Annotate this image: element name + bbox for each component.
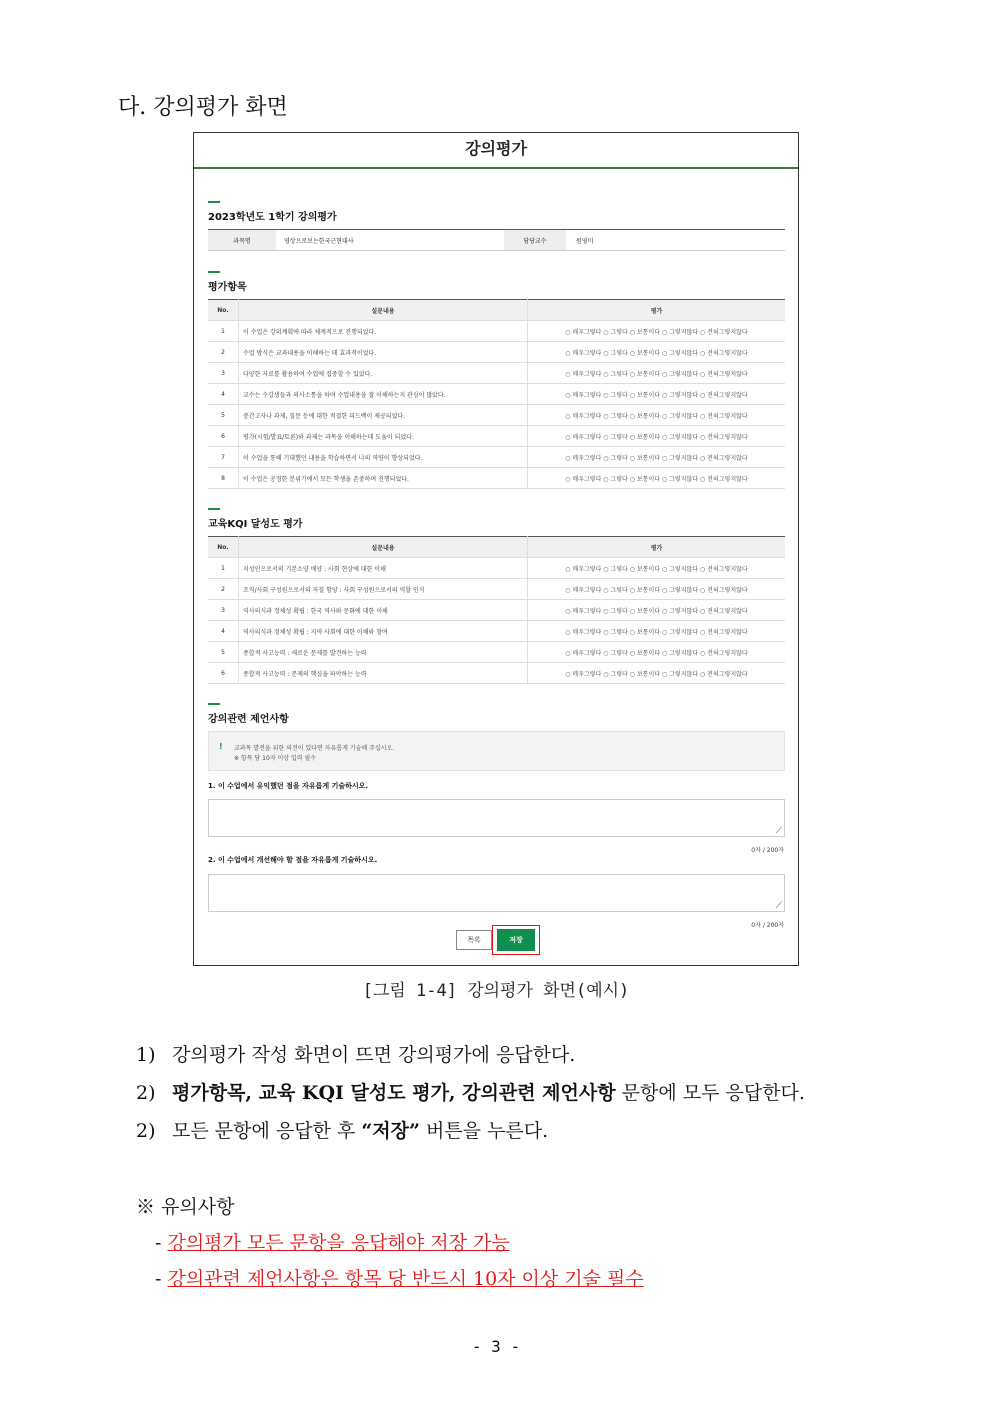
kqi-table — [208, 536, 785, 684]
rating-radio-group[interactable]: ○ 매우그렇다 ○ 그렇다 ○ 보통이다 ○ 그렇지않다 ○ 전혀그렇지않다 — [528, 405, 786, 426]
prof-value: 원영미 — [576, 237, 594, 245]
question-2-label: 2. 이 수업에서 개선해야 할 점을 자유롭게 기술하시오. — [208, 856, 378, 864]
note-item: - 강의관련 제언사항은 항목 당 반드시 10자 이상 기술 필수 — [155, 1268, 644, 1290]
col-content: 설문내용 — [239, 300, 528, 321]
eval-section-title: 평가항목 — [208, 278, 247, 293]
step-text: 문항에 모두 응답한다. — [615, 1082, 805, 1104]
col-content: 설문내용 — [239, 537, 528, 558]
row-question: 수업 방식은 교과내용을 이해하는 데 효과적이었다. — [239, 342, 528, 363]
step-text: 강의평가 작성 화면이 뜨면 강의평가에 응답한다. — [172, 1044, 576, 1066]
table-row — [208, 363, 785, 384]
step-2 — [136, 1078, 805, 1105]
row-number: 2 — [208, 342, 239, 363]
row-number: 5 — [208, 405, 239, 426]
table-row — [208, 342, 785, 363]
notice-line2: ※ 항목 당 10자 이상 입력 필수 — [234, 755, 317, 762]
eval-table — [208, 299, 785, 489]
kqi-section-title: 교육KQI 달성도 평가 — [208, 515, 303, 530]
table-row — [208, 558, 785, 579]
col-rating: 평가 — [528, 537, 786, 558]
figure-caption: [그림 1-4] 강의평가 화면(예시) — [362, 981, 630, 1001]
save-button[interactable]: 저장 — [497, 929, 535, 951]
notice-box — [208, 731, 785, 771]
row-question: 종합적 사고능력 : 문제의 핵심을 파악하는 능력 — [239, 663, 528, 684]
rating-radio-group[interactable]: ○ 매우그렇다 ○ 그렇다 ○ 보통이다 ○ 그렇지않다 ○ 전혀그렇지않다 — [528, 468, 786, 489]
table-row — [208, 447, 785, 468]
row-question: 교수는 수강생들과 의사소통을 하며 수업내용을 잘 이해하는지 관심이 많았다. — [239, 384, 528, 405]
list-button[interactable]: 목록 — [456, 930, 492, 950]
question-1-count: 0자 / 200자 — [751, 847, 784, 854]
step-number: 1) — [136, 1044, 156, 1066]
rating-radio-group[interactable]: ○ 매우그렇다 ○ 그렇다 ○ 보통이다 ○ 그렇지않다 ○ 전혀그렇지않다 — [528, 321, 786, 342]
notes-title: ※ 유의사항 — [136, 1196, 235, 1218]
col-rating: 평가 — [528, 300, 786, 321]
step-3 — [136, 1116, 548, 1143]
table-row — [208, 384, 785, 405]
rating-radio-group[interactable]: ○ 매우그렇다 ○ 그렇다 ○ 보통이다 ○ 그렇지않다 ○ 전혀그렇지않다 — [528, 621, 786, 642]
question-2-count: 0자 / 200자 — [751, 922, 784, 929]
step-1 — [136, 1040, 575, 1067]
table-row — [208, 405, 785, 426]
rating-radio-group[interactable]: ○ 매우그렇다 ○ 그렇다 ○ 보통이다 ○ 그렇지않다 ○ 전혀그렇지않다 — [528, 600, 786, 621]
rating-radio-group[interactable]: ○ 매우그렇다 ○ 그렇다 ○ 보통이다 ○ 그렇지않다 ○ 전혀그렇지않다 — [528, 447, 786, 468]
row-question: 다양한 자료를 활용하여 수업에 집중할 수 있었다. — [239, 363, 528, 384]
page-number: - 3 - — [471, 1337, 521, 1356]
table-row — [208, 621, 785, 642]
prof-label: 담당교수 — [504, 230, 566, 250]
row-number: 3 — [208, 600, 239, 621]
row-question: 이 수업을 통해 기대했던 내용을 학습하면서 나의 역량이 향상되었다. — [239, 447, 528, 468]
table-row — [208, 600, 785, 621]
course-label: 과목명 — [208, 230, 276, 250]
note-text: 강의관련 제언사항은 항목 당 반드시 10자 이상 기술 필수 — [167, 1268, 644, 1290]
row-number: 5 — [208, 642, 239, 663]
semester-heading: 2023학년도 1학기 강의평가 — [208, 208, 337, 223]
row-question: 종합적 사고능력 : 새로운 문제를 발견하는 능력 — [239, 642, 528, 663]
table-row — [208, 426, 785, 447]
rating-radio-group[interactable]: ○ 매우그렇다 ○ 그렇다 ○ 보통이다 ○ 그렇지않다 ○ 전혀그렇지않다 — [528, 558, 786, 579]
row-number: 8 — [208, 468, 239, 489]
row-number: 2 — [208, 579, 239, 600]
rating-radio-group[interactable]: ○ 매우그렇다 ○ 그렇다 ○ 보통이다 ○ 그렇지않다 ○ 전혀그렇지않다 — [528, 642, 786, 663]
rating-radio-group[interactable]: ○ 매우그렇다 ○ 그렇다 ○ 보통이다 ○ 그렇지않다 ○ 전혀그렇지않다 — [528, 426, 786, 447]
section-heading: 다. 강의평가 화면 — [118, 95, 288, 120]
step-bold: 평가항목, 교육 KQI 달성도 평가, 강의관련 제언사항 — [172, 1082, 616, 1104]
evaluation-screenshot — [193, 132, 799, 966]
row-number: 1 — [208, 321, 239, 342]
rating-radio-group[interactable]: ○ 매우그렇다 ○ 그렇다 ○ 보통이다 ○ 그렇지않다 ○ 전혀그렇지않다 — [528, 363, 786, 384]
table-row — [208, 642, 785, 663]
row-question: 중간고사나 과제, 질문 등에 대한 적절한 피드백이 제공되었다. — [239, 405, 528, 426]
step-number: 2) — [136, 1082, 156, 1104]
col-no: No. — [208, 300, 239, 321]
row-question: 평가(시험/발표/토론)와 과제는 과목을 이해하는데 도움이 되었다. — [239, 426, 528, 447]
row-number: 1 — [208, 558, 239, 579]
row-number: 3 — [208, 363, 239, 384]
course-value: 영상으로보는한국근현대사 — [284, 237, 354, 245]
question-2-textarea[interactable] — [208, 874, 785, 912]
question-1-label: 1. 이 수업에서 유익했던 점을 자유롭게 기술하시오. — [208, 782, 369, 790]
resize-handle-icon[interactable]: ⟋ — [775, 901, 782, 911]
step-bold: “저장” — [361, 1120, 420, 1142]
table-row — [208, 579, 785, 600]
row-number: 4 — [208, 621, 239, 642]
course-info — [208, 229, 785, 251]
note-item: - 강의평가 모든 문항을 응답해야 저장 가능 — [155, 1232, 510, 1254]
step-text: 모든 문항에 응답한 후 — [172, 1120, 362, 1142]
row-question: 이 수업은 공정한 분위기에서 모든 학생을 존중하며 진행되었다. — [239, 468, 528, 489]
suggest-section-title: 강의관련 제언사항 — [208, 710, 289, 725]
step-text: 버튼을 누른다. — [419, 1120, 549, 1142]
row-question: 역사의식과 정체성 확립 : 한국 역사와 문화에 대한 이해 — [239, 600, 528, 621]
rating-radio-group[interactable]: ○ 매우그렇다 ○ 그렇다 ○ 보통이다 ○ 그렇지않다 ○ 전혀그렇지않다 — [528, 384, 786, 405]
row-number: 7 — [208, 447, 239, 468]
rating-radio-group[interactable]: ○ 매우그렇다 ○ 그렇다 ○ 보통이다 ○ 그렇지않다 ○ 전혀그렇지않다 — [528, 579, 786, 600]
col-no: No. — [208, 537, 239, 558]
note-text: 강의평가 모든 문항을 응답해야 저장 가능 — [167, 1232, 510, 1254]
table-row — [208, 663, 785, 684]
row-question: 조직/사회 구성원으로서의 자질 함양 : 사회 구성원으로서의 역할 인식 — [239, 579, 528, 600]
row-number: 6 — [208, 426, 239, 447]
screen-title: 강의평가 — [194, 133, 798, 169]
question-1-textarea[interactable] — [208, 799, 785, 837]
table-row — [208, 468, 785, 489]
row-question: 이 수업은 강의계획에 따라 체계적으로 진행되었다. — [239, 321, 528, 342]
row-question: 지성인으로서의 기본소양 배양 : 사회 현상에 대한 이해 — [239, 558, 528, 579]
row-question: 역사의식과 정체성 확립 : 지역 사회에 대한 이해와 참여 — [239, 621, 528, 642]
row-number: 6 — [208, 663, 239, 684]
step-number: 2) — [136, 1120, 156, 1142]
notice-icon: ! — [219, 742, 223, 751]
notice-line1: 교과목 발전을 위한 의견이 있다면 자유롭게 기술해 주십시오. — [234, 745, 395, 752]
table-row — [208, 321, 785, 342]
rating-radio-group[interactable]: ○ 매우그렇다 ○ 그렇다 ○ 보통이다 ○ 그렇지않다 ○ 전혀그렇지않다 — [528, 342, 786, 363]
resize-handle-icon[interactable]: ⟋ — [775, 826, 782, 836]
row-number: 4 — [208, 384, 239, 405]
rating-radio-group[interactable]: ○ 매우그렇다 ○ 그렇다 ○ 보통이다 ○ 그렇지않다 ○ 전혀그렇지않다 — [528, 663, 786, 684]
